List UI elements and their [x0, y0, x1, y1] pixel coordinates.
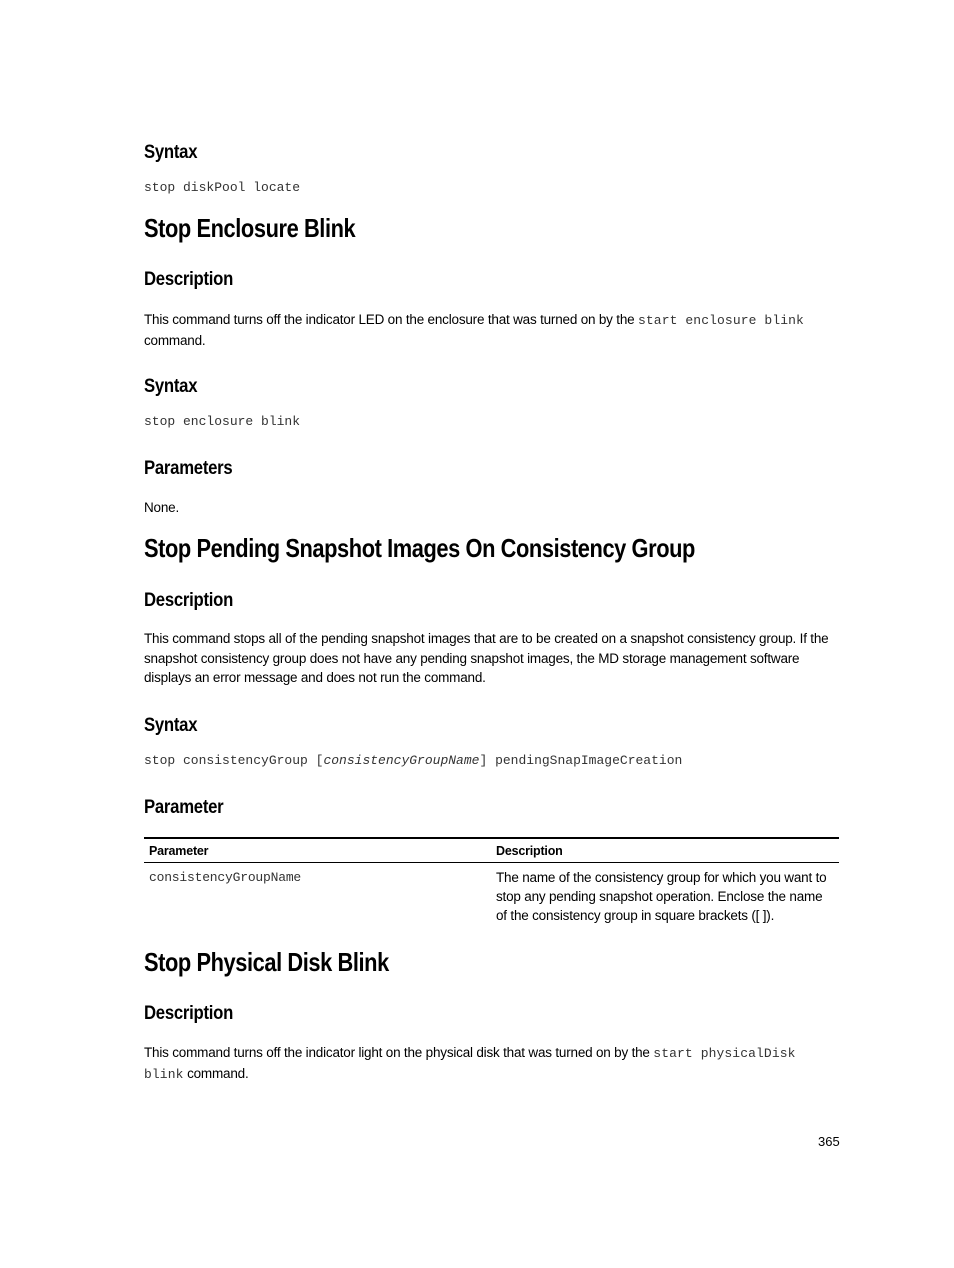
description-heading-physicaldisk: Description	[144, 1003, 234, 1024]
description-text-part: This command turns off the indicator light on the physical disk that was turned on by the	[144, 1045, 654, 1060]
section-title-snapshot: Stop Pending Snapshot Images On Consistency Group	[144, 533, 695, 563]
description-text-part: This command turns off the indicator LED on the enclosure that was turned on by the	[144, 312, 638, 327]
syntax-code-part: stop consistencyGroup [	[144, 753, 324, 768]
description-heading-snapshot: Description	[144, 590, 234, 611]
description-text-enclosure	[144, 310, 840, 350]
table-cell-description: The name of the consistency group for which you want to stop any pending snapshot operation. Enclose the name of the consistency group in square brackets ([ ]).	[496, 870, 827, 923]
page-number: 365	[818, 1134, 840, 1149]
inline-code: start enclosure blink	[638, 313, 804, 328]
syntax-code-diskpool: stop diskPool locate	[144, 180, 301, 195]
table-row	[144, 863, 839, 926]
syntax-heading-enclosure: Syntax	[144, 376, 198, 397]
description-heading-enclosure: Description	[144, 269, 234, 290]
syntax-code-enclosure: stop enclosure blink	[144, 414, 301, 429]
syntax-code-param: consistencyGroupName	[323, 753, 480, 768]
syntax-heading-diskpool: Syntax	[144, 142, 198, 163]
inline-code: start physicalDisk blink	[144, 1046, 796, 1082]
parameters-heading-enclosure: Parameters	[144, 458, 233, 479]
description-text-part: command.	[183, 1065, 249, 1081]
section-title-physicaldisk: Stop Physical Disk Blink	[144, 947, 389, 977]
description-text-part: command.	[144, 332, 206, 348]
parameter-heading-snapshot: Parameter	[144, 797, 224, 818]
section-title-enclosure: Stop Enclosure Blink	[144, 213, 356, 243]
description-text-snapshot: This command stops all of the pending snapshot images that are to be created on a snapshot consistency group. If the snapshot consistency group does not have any pending snapshot images, the MD storage management software displays an error message and does not run the command.	[144, 631, 829, 685]
description-text-physicaldisk	[144, 1043, 840, 1084]
table-header-description: Description	[491, 838, 839, 863]
parameter-table	[144, 837, 839, 925]
syntax-code-part: ] pendingSnapImageCreation	[479, 753, 683, 768]
syntax-heading-snapshot: Syntax	[144, 715, 198, 736]
table-cell-parameter: consistencyGroupName	[149, 870, 302, 885]
table-header-row	[144, 838, 839, 863]
parameters-text-enclosure: None.	[144, 500, 180, 515]
table-header-parameter: Parameter	[144, 838, 491, 863]
syntax-code-snapshot	[144, 753, 682, 768]
